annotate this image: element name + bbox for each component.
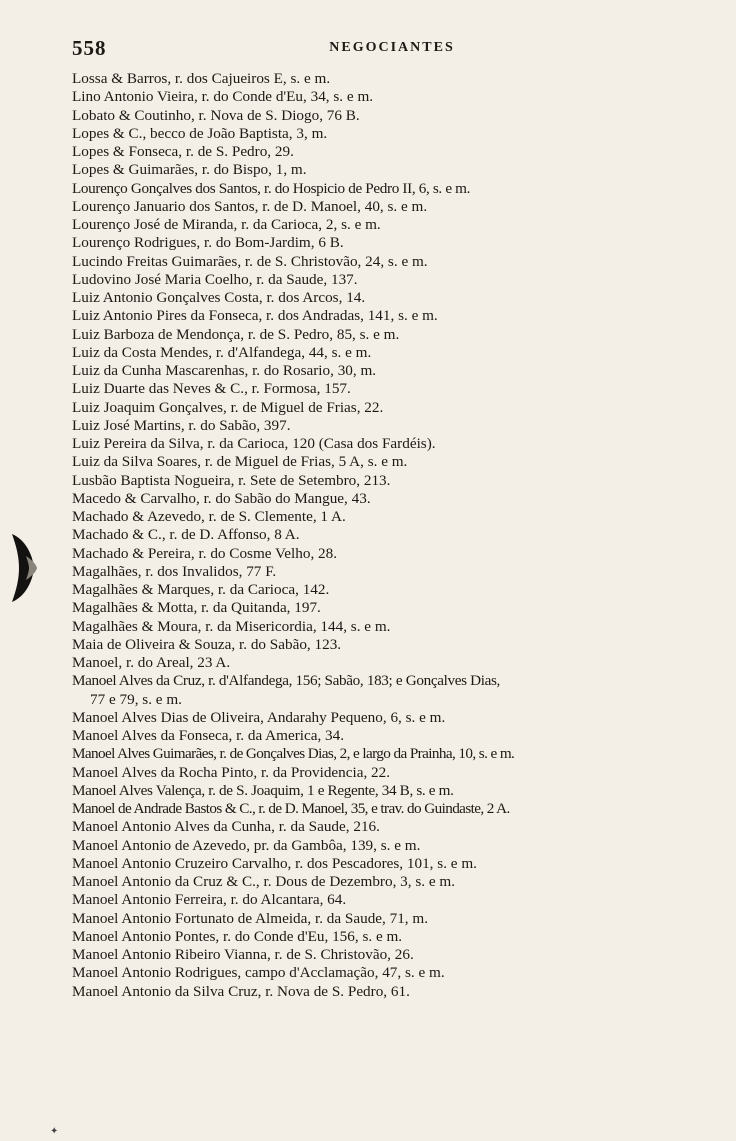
entry: Manoel Antonio Pontes, r. do Conde d'Eu, 156, s. e m. bbox=[72, 927, 403, 945]
entry: Lobato & Coutinho, r. Nova de S. Diogo, 76 B. bbox=[72, 106, 360, 124]
entry: Lino Antonio Vieira, r. do Conde d'Eu, 34, s. e m. bbox=[72, 88, 374, 106]
entry: Lourenço Rodrigues, r. do Bom-Jardim, 6 B. bbox=[72, 234, 344, 252]
entry: Manoel de Andrade Bastos & C., r. de D. Manoel, 35, e trav. do Guindaste, 2 A. bbox=[72, 800, 510, 817]
ink-speck: ✦ bbox=[50, 1126, 59, 1137]
entry: Luiz da Silva Soares, r. de Miguel de Frias, 5 A, s. e m. bbox=[72, 453, 408, 471]
page-header bbox=[72, 36, 712, 60]
entry: Manoel Alves Guimarães, r. de Gonçalves Dias, 2, e largo da Prainha, 10, s. e m. bbox=[72, 745, 515, 763]
entry: Macedo & Carvalho, r. do Sabão do Mangue, 43. bbox=[72, 489, 371, 507]
entry: Manoel Antonio Cruzeiro Carvalho, r. dos Pescadores, 101, s. e m. bbox=[72, 854, 477, 872]
entry: Luiz Antonio Gonçalves Costa, r. dos Arcos, 14. bbox=[72, 289, 366, 306]
entry: Lourenço José de Miranda, r. da Carioca, 2, s. e m. bbox=[72, 216, 381, 233]
entry: Machado & Pereira, r. do Cosme Velho, 28. bbox=[72, 544, 338, 562]
entry: Magalhães & Moura, r. da Misericordia, 144, s. e m. bbox=[72, 617, 391, 635]
entry-continuation: 77 e 79, s. e m. bbox=[90, 690, 182, 708]
entry: Luiz Barboza de Mendonça, r. de S. Pedro, 85, s. e m. bbox=[72, 325, 400, 343]
entry: Lopes & Fonseca, r. de S. Pedro, 29. bbox=[72, 143, 294, 160]
entry: Luiz Duarte das Neves & C., r. Formosa, 157. bbox=[72, 380, 351, 398]
entry: Luiz Pereira da Silva, r. da Carioca, 120 (Casa dos Fardéis). bbox=[72, 435, 436, 452]
entry: Magalhães & Marques, r. da Carioca, 142. bbox=[72, 581, 330, 598]
page-number: 558 bbox=[72, 36, 107, 60]
entry: Manoel Alves da Fonseca, r. da America, 34. bbox=[72, 727, 345, 744]
entry: Lossa & Barros, r. dos Cajueiros E, s. e m. bbox=[72, 70, 331, 87]
entry: Lopes & Guimarães, r. do Bispo, 1, m. bbox=[72, 161, 307, 179]
entry: Ludovino José Maria Coelho, r. da Saude, 137. bbox=[72, 270, 358, 288]
entry: Luiz José Martins, r. do Sabão, 397. bbox=[72, 416, 291, 434]
entry: Manoel Antonio da Silva Cruz, r. Nova de S. Pedro, 61. bbox=[72, 982, 410, 1000]
entry: Manoel, r. do Areal, 23 A. bbox=[72, 654, 231, 671]
entry: Manoel Alves da Rocha Pinto, r. da Providencia, 22. bbox=[72, 763, 391, 781]
entry: Magalhães, r. dos Invalidos, 77 F. bbox=[72, 562, 277, 580]
entry: Manoel Antonio Ferreira, r. do Alcantara, 64. bbox=[72, 891, 347, 909]
entry: Manoel Antonio Ribeiro Vianna, r. de S. Christovão, 26. bbox=[72, 946, 414, 963]
entry: Manoel Antonio Alves da Cunha, r. da Saude, 216. bbox=[72, 818, 380, 836]
entry: Manoel Antonio de Azevedo, pr. da Gambôa, 139, s. e m. bbox=[72, 836, 421, 854]
entry: Magalhães & Motta, r. da Quitanda, 197. bbox=[72, 599, 321, 617]
running-title: NEGOCIANTES bbox=[329, 40, 455, 55]
directory-entries bbox=[72, 70, 720, 1001]
entry: Manoel Alves da Cruz, r. d'Alfandega, 156; Sabão, 183; e Gonçalves Dias, bbox=[72, 672, 500, 690]
entry: Maia de Oliveira & Souza, r. do Sabão, 123. bbox=[72, 635, 342, 653]
entry: Luiz da Cunha Mascarenhas, r. do Rosario, 30, m. bbox=[72, 362, 377, 379]
entry: Lusbão Baptista Nogueira, r. Sete de Setembro, 213. bbox=[72, 471, 391, 489]
entry: Manoel Antonio Fortunato de Almeida, r. da Saude, 71, m. bbox=[72, 909, 429, 927]
entry: Luiz da Costa Mendes, r. d'Alfandega, 44, s. e m. bbox=[72, 343, 372, 361]
entry: Manoel Antonio da Cruz & C., r. Dous de Dezembro, 3, s. e m. bbox=[72, 873, 456, 890]
entry: Luiz Joaquim Gonçalves, r. de Miguel de Frias, 22. bbox=[72, 398, 384, 416]
binding-shadow-mark bbox=[8, 528, 40, 608]
entry: Manoel Alves Valença, r. de S. Joaquim, 1 e Regente, 34 B, s. e m. bbox=[72, 781, 454, 799]
entry: Manoel Antonio Rodrigues, campo d'Acclamação, 47, s. e m. bbox=[72, 964, 445, 982]
entry: Manoel Alves Dias de Oliveira, Andarahy Pequeno, 6, s. e m. bbox=[72, 708, 446, 726]
entry: Machado & Azevedo, r. de S. Clemente, 1 A. bbox=[72, 508, 346, 525]
entry: Machado & C., r. de D. Affonso, 8 A. bbox=[72, 526, 300, 544]
entry: Lourenço Januario dos Santos, r. de D. Manoel, 40, s. e m. bbox=[72, 197, 428, 215]
entry: Lourenço Gonçalves dos Santos, r. do Hospicio de Pedro II, 6, s. e m. bbox=[72, 179, 471, 197]
entry: Lucindo Freitas Guimarães, r. de S. Christovão, 24, s. e m. bbox=[72, 252, 428, 270]
entry: Luiz Antonio Pires da Fonseca, r. dos Andradas, 141, s. e m. bbox=[72, 307, 438, 325]
entry: Lopes & C., becco de João Baptista, 3, m. bbox=[72, 124, 328, 142]
